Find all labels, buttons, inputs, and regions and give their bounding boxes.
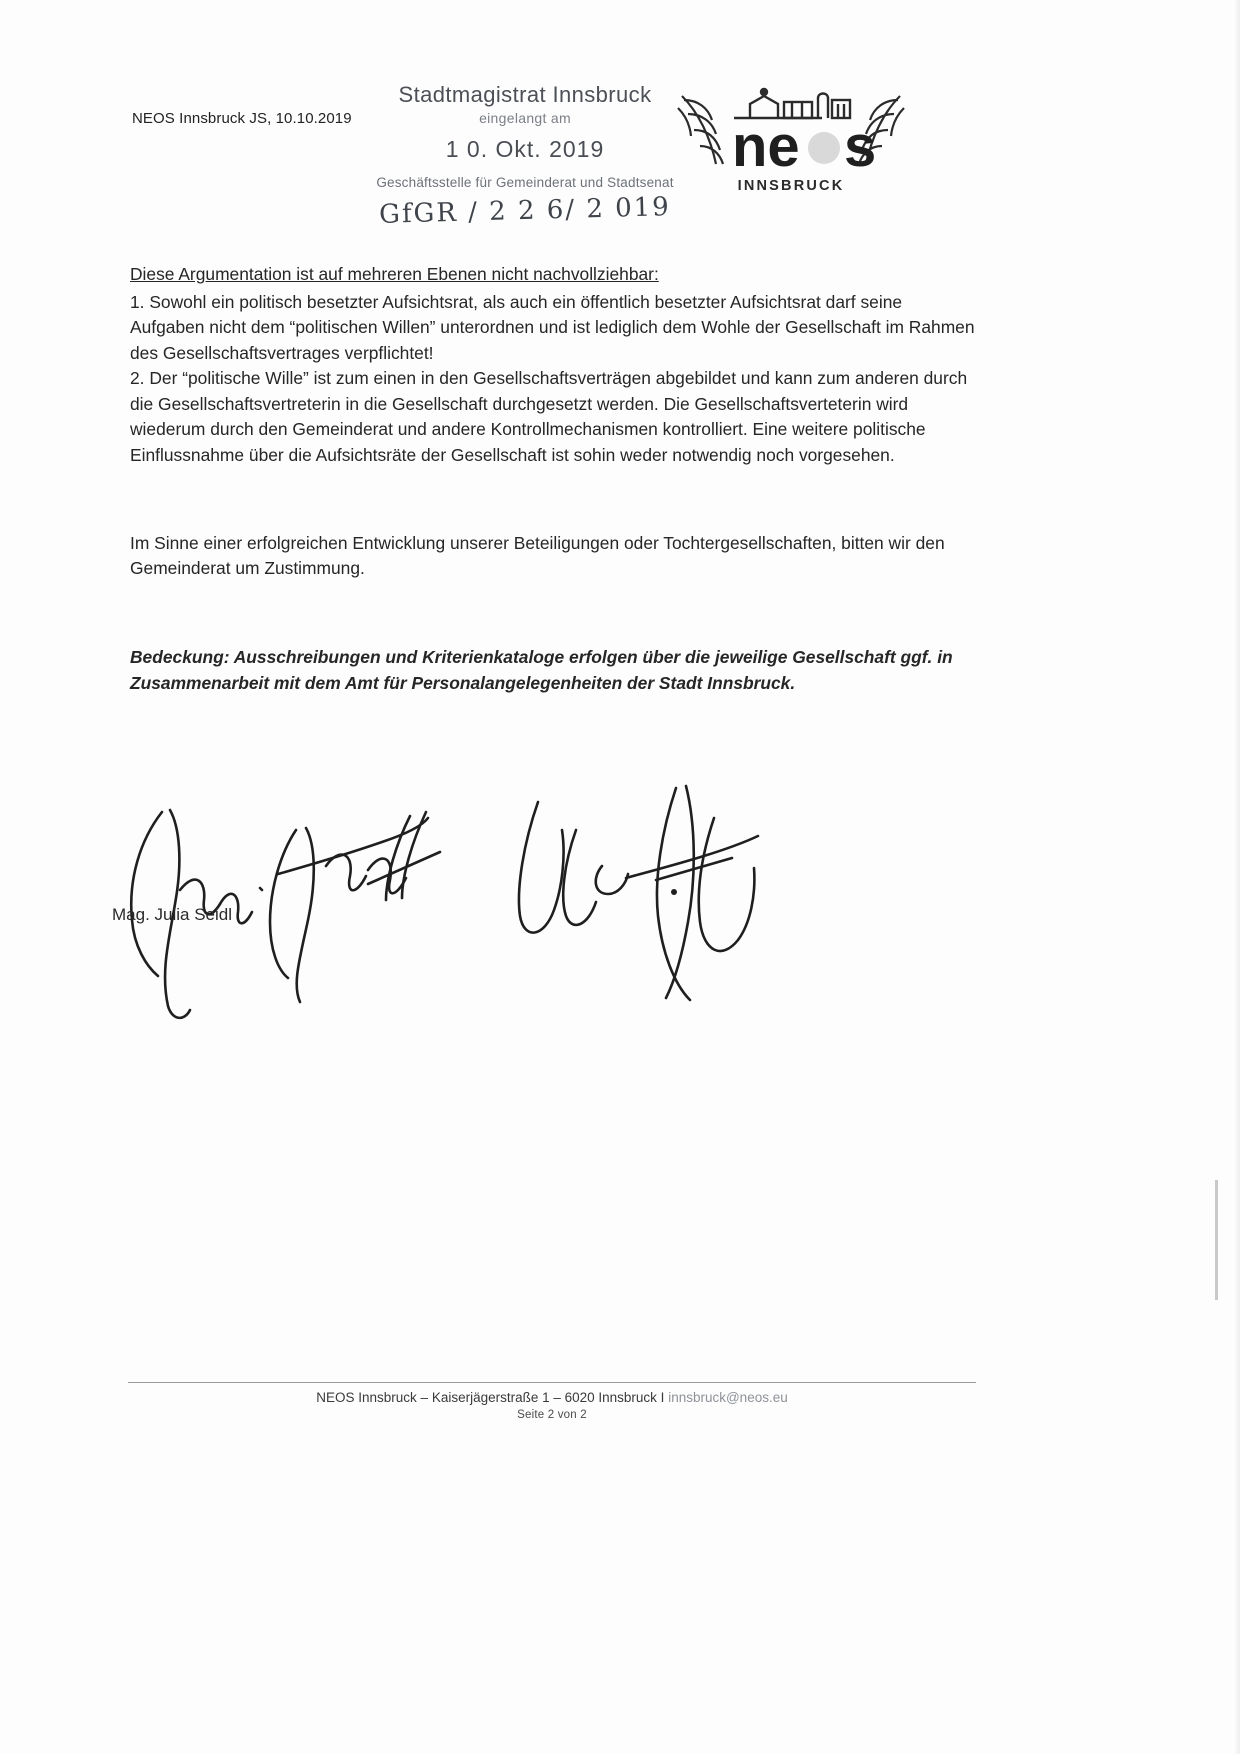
closing-paragraph: Im Sinne einer erfolgreichen Entwicklung unserer Beteiligungen oder Tochtergesellschaften, bitten wir den Gemeinderat um Zustimmung.	[130, 532, 945, 579]
stamp-date: 1 0. Okt. 2019	[445, 136, 605, 162]
argument-point-1: 1. Sowohl ein politisch besetzter Aufsichtsrat, als auch ein öffentlich besetzter Aufsichtsrat darf seine Aufgaben nicht dem “politischen Willen” unterordnen und ist lediglich dem Wohle der Gesellschaft im Rahmen des Gesellschaftsvertrages verpflichtet!	[130, 291, 975, 363]
bedeckung-paragraph: Bedeckung: Ausschreibungen und Kriterienkataloge erfolgen über die jeweilige Gesellschaft ggf. in Zusammenarbeit mit dem Amt für Personalangelegenheiten der Stadt Innsbruck.	[130, 646, 953, 693]
argument-point-2: 2. Der “politische Wille” ist zum einen in den Gesellschaftsverträgen abgebildet und kann zum anderen durch die Gesellschaftsvertreterin in die Gesellschaft durchgesetzt werden. Die Gesellschaftsverteterin wird wiederum durch den Gemeinderat und andere Kontrollmechanismen kontrolliert. Eine weitere politische Einflussnahme über die Aufsichtsräte der Gesellschaft ist sohin weder notwendig noch vorgesehen.	[130, 368, 968, 466]
incoming-stamp	[370, 82, 680, 230]
footer-address: NEOS Innsbruck – Kaiserjägerstraße 1 – 6020 Innsbruck I	[316, 1390, 669, 1405]
scan-artifact	[1215, 1180, 1218, 1300]
footer-email[interactable]: innsbruck@neos.eu	[668, 1390, 788, 1405]
footer-divider	[128, 1382, 976, 1383]
scan-edge-shadow	[1234, 0, 1240, 1754]
handwritten-signature-second	[519, 786, 758, 1000]
page-number: Seite 2 von 2	[517, 1409, 587, 1421]
page-footer	[128, 1390, 976, 1421]
signatory-name: Mag. Julia Seidl	[112, 905, 233, 924]
stamp-reference-handwritten: GfGR / 2 2 6/ 2 019	[378, 192, 672, 230]
neos-wordmark-text: ne	[732, 114, 800, 178]
laurel-left-icon	[678, 96, 723, 164]
stamp-office: Geschäftsstelle für Gemeinderat und Stadtsenat	[376, 175, 674, 190]
document-body	[130, 262, 975, 696]
lead-sentence: Diese Argumentation ist auf mehreren Ebenen nicht nachvollziehbar:	[130, 264, 659, 284]
neos-dot-icon	[808, 132, 840, 164]
neos-logo	[672, 78, 910, 196]
stamp-received-label: eingelangt am	[479, 110, 571, 126]
signature-area	[110, 770, 810, 1030]
stamp-authority: Stadtmagistrat Innsbruck	[398, 82, 652, 107]
sender-line: NEOS Innsbruck JS, 10.10.2019	[132, 110, 352, 127]
svg-text:s: s	[844, 114, 877, 178]
logo-subtitle: INNSBRUCK	[737, 178, 845, 194]
